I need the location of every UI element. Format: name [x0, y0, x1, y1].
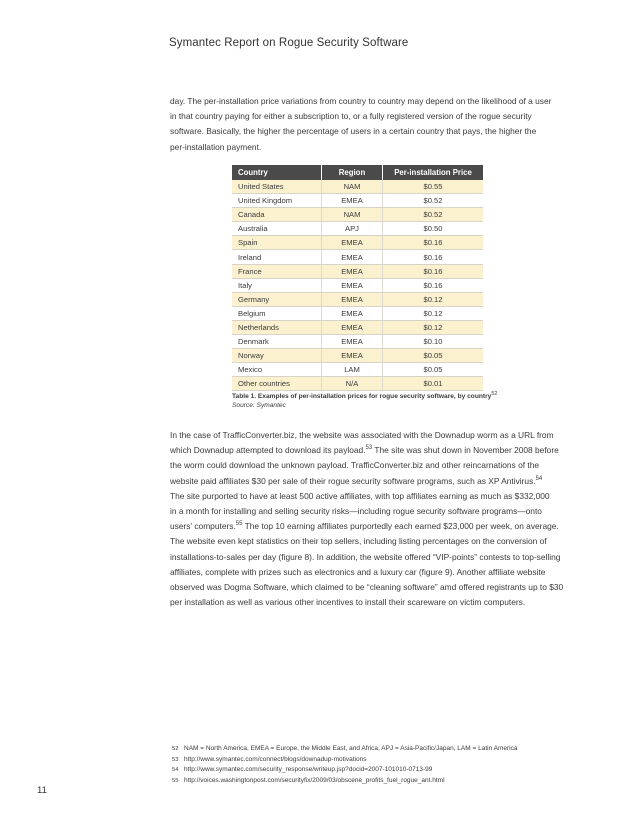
footnotes: [172, 744, 517, 786]
cell-price: $0.12: [383, 320, 484, 334]
cell-price: $0.16: [383, 250, 484, 264]
table-row: [232, 194, 483, 208]
cell-country: Spain: [232, 236, 322, 250]
text-segment: The site purported to have at least 500 active affiliates, with top affiliates earning as much as $332,000: [170, 490, 550, 501]
table-row: [232, 349, 483, 363]
intro-paragraph: [170, 94, 551, 155]
text-line: [170, 428, 563, 443]
cell-price: $0.05: [383, 349, 484, 363]
text-line: [170, 534, 563, 549]
cell-price: $0.10: [383, 335, 484, 349]
text-line: per-installation payment.: [170, 141, 262, 152]
cell-country: Australia: [232, 222, 322, 236]
cell-country: Ireland: [232, 250, 322, 264]
cell-region: EMEA: [322, 306, 383, 320]
footnote-text: NAM = North America, EMEA = Europe, the Middle East, and Africa, APJ = Asia-Pacific/Japan, LAM = Latin America: [184, 745, 518, 752]
cell-region: APJ: [322, 222, 383, 236]
footnote-text: http://voices.washingtonpost.com/securityfix/2009/03/obscene_profits_fuel_rogue_ant.html: [184, 776, 445, 784]
cell-country: Netherlands: [232, 320, 322, 334]
table-caption: [232, 392, 497, 410]
text-line: [170, 458, 563, 473]
text-segment: website paid affiliates $30 per sale of their rogue security software programs, such as XP Antivirus.: [170, 475, 536, 486]
column-header-country: Country: [232, 165, 322, 180]
footnote-ref: 53: [365, 445, 373, 452]
cell-price: $0.01: [383, 377, 484, 391]
text-line: software. Basically, the higher the percentage of users in a certain country that pays, the higher the: [170, 126, 537, 137]
cell-price: $0.05: [383, 363, 484, 377]
footnote-number: 53: [172, 756, 179, 763]
footnote-ref: 55: [235, 521, 243, 528]
cell-country: Canada: [232, 208, 322, 222]
cell-country: Other countries: [232, 377, 322, 391]
column-header-price: Per-installation Price: [383, 165, 484, 180]
cell-price: $0.50: [383, 222, 484, 236]
footnote: [172, 765, 517, 776]
cell-country: Mexico: [232, 363, 322, 377]
cell-region: EMEA: [322, 292, 383, 306]
table-row: [232, 250, 483, 264]
body-paragraph: [170, 428, 563, 610]
text-line: [170, 550, 563, 565]
cell-price: $0.12: [383, 306, 484, 320]
cell-price: $0.16: [383, 264, 484, 278]
cell-region: EMEA: [322, 278, 383, 292]
table-row: [232, 377, 483, 391]
text-line: [170, 580, 563, 595]
cell-country: Norway: [232, 349, 322, 363]
cell-region: EMEA: [322, 320, 383, 334]
footnote-number: 55: [172, 777, 179, 784]
table-row: [232, 278, 483, 292]
table-body: [232, 180, 483, 391]
footnote-text: http://www.symantec.com/connect/blogs/downadup-motivations: [184, 755, 367, 763]
cell-country: Belgium: [232, 306, 322, 320]
cell-country: United Kingdom: [232, 194, 322, 208]
text-segment: per installation as well as various other incentives to install their scareware on victim computers.: [170, 597, 526, 608]
caption-source: Source: Symantec: [232, 402, 286, 409]
text-segment: in a month for installing and selling security risks—including rogue security software programs—onto: [170, 506, 542, 517]
footnote-text: http://www.symantec.com/security_response/writeup.jsp?docid=2007-101010-0713-99: [184, 766, 433, 774]
text-line: in that country paying for either a subscription to, or a fully registered version of the rogue security: [170, 111, 532, 122]
table-row: [232, 320, 483, 334]
cell-country: France: [232, 264, 322, 278]
text-line: [170, 489, 563, 504]
footnote: [172, 776, 517, 787]
table-row: [232, 264, 483, 278]
cell-price: $0.52: [383, 208, 484, 222]
text-segment: installations-to-sales per day (figure 8). In addition, the website offered “VIP-points” contests to top-selling: [170, 551, 561, 562]
cell-region: NAM: [322, 180, 383, 194]
text-segment: the worm could download the unknown payload. TrafficConverter.biz and other reincarnations of the: [170, 460, 540, 471]
cell-region: EMEA: [322, 194, 383, 208]
footnote-ref: 54: [535, 475, 543, 482]
page-number: 11: [37, 785, 47, 796]
table-row: [232, 335, 483, 349]
text-segment: In the case of TrafficConverter.biz, the website was associated with the Downadup worm as a URL from: [170, 430, 554, 440]
caption-text: Table 1. Examples of per-installation prices for rogue security software, by country: [232, 393, 492, 400]
cell-price: $0.52: [383, 194, 484, 208]
text-segment: The top 10 earning affiliates purportedly each earned $23,000 per week, on average.: [242, 521, 559, 532]
cell-region: N/A: [322, 377, 383, 391]
text-segment: The website even kept statistics on their top sellers, including listing percentages on the conversion of: [170, 536, 547, 547]
text-line: [170, 595, 563, 610]
footnote: [172, 755, 517, 766]
cell-price: $0.16: [383, 236, 484, 250]
text-line: [170, 519, 563, 534]
cell-region: NAM: [322, 208, 383, 222]
cell-country: Germany: [232, 292, 322, 306]
cell-price: $0.16: [383, 278, 484, 292]
table-row: [232, 222, 483, 236]
text-segment: observed was Dogma Software, which claimed to be “cleaning software” amd offered registrants up to $30: [170, 582, 564, 593]
text-line: [170, 565, 563, 580]
price-table: [232, 165, 483, 391]
text-segment: The site was shut down in November 2008 before: [372, 445, 559, 456]
cell-country: Denmark: [232, 335, 322, 349]
caption-footnote-ref: 52: [491, 391, 498, 397]
table-header-row: [232, 165, 483, 180]
cell-region: LAM: [322, 363, 383, 377]
caption-title: [232, 392, 497, 401]
cell-country: United States: [232, 180, 322, 194]
text-segment: which Downadup attempted to download its payload.: [170, 445, 366, 456]
column-header-region: Region: [322, 165, 383, 180]
text-line: [170, 443, 563, 458]
cell-region: EMEA: [322, 250, 383, 264]
text-segment: users’ computers.: [170, 521, 236, 532]
text-line: day. The per-installation price variations from country to country may depend on the likelihood of a user: [170, 96, 552, 106]
cell-country: Italy: [232, 278, 322, 292]
table-row: [232, 180, 483, 194]
table-row: [232, 306, 483, 320]
text-line: [170, 504, 563, 519]
table-row: [232, 363, 483, 377]
footnote-number: 52: [172, 746, 179, 752]
text-segment: affiliates, complete with prizes such as electronics and a luxury car (figure 9). Another affiliate website: [170, 566, 546, 577]
table-row: [232, 208, 483, 222]
cell-region: EMEA: [322, 264, 383, 278]
report-title: Symantec Report on Rogue Security Software: [169, 37, 409, 49]
cell-price: $0.55: [383, 180, 484, 194]
cell-region: EMEA: [322, 349, 383, 363]
table-row: [232, 236, 483, 250]
text-line: [170, 474, 563, 489]
cell-region: EMEA: [322, 335, 383, 349]
table-row: [232, 292, 483, 306]
footnote-number: 54: [172, 767, 179, 774]
footnote: [172, 744, 517, 755]
cell-price: $0.12: [383, 292, 484, 306]
cell-region: EMEA: [322, 236, 383, 250]
